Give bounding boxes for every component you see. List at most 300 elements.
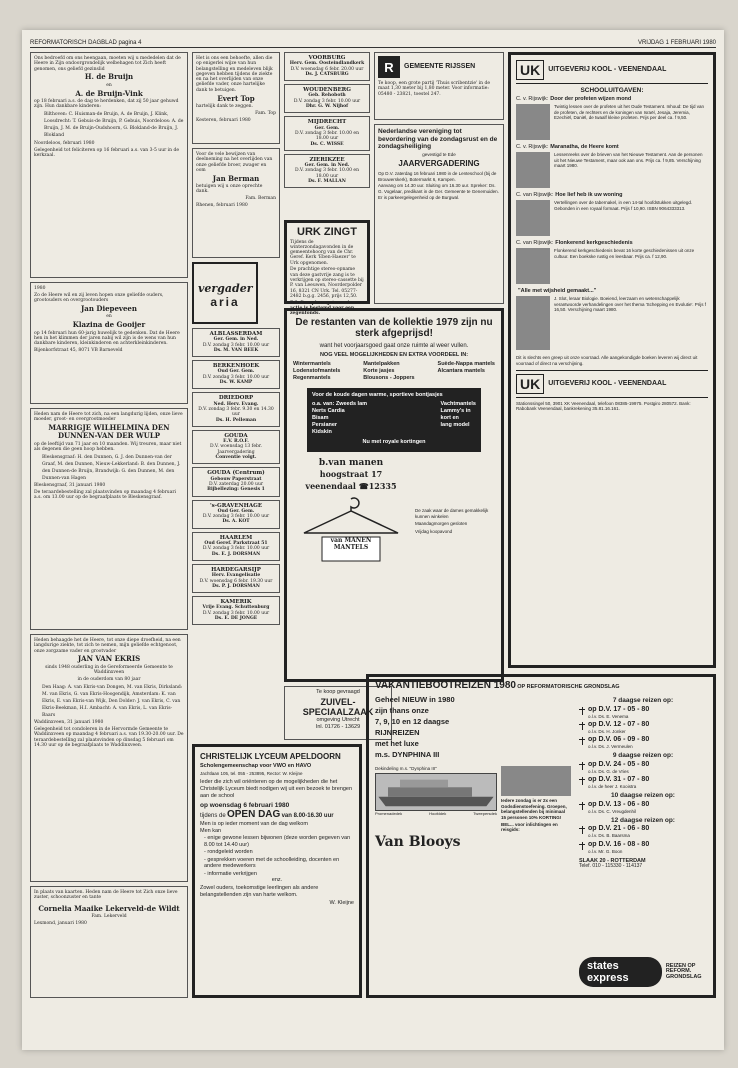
book-title: Maranatha, de Heere komt — [550, 144, 619, 151]
church-name: Ger. Gem. — [314, 125, 340, 131]
church-service — [284, 154, 370, 188]
church-time: D.V. woensdag 6 febr. 20.00 uur — [290, 66, 364, 72]
ann4-name: JAN VAN EKRIS — [77, 654, 141, 664]
thanks-sig: Fam. Top — [255, 110, 276, 116]
church-service — [192, 500, 280, 529]
church-who: Ds. M. VAN BEEK — [213, 347, 259, 353]
urk-zingt-ad — [284, 220, 370, 317]
berman-date: Rhenen, februari 1980 — [196, 203, 248, 209]
vak-trip-date: op D.V. 06 - 09 - 80 — [588, 736, 650, 744]
cross-icon — [579, 777, 585, 785]
church-time: D.V. zondag 3 febr. 10.00 uur — [202, 610, 270, 616]
church-services-list-right — [284, 52, 370, 191]
cross-icon — [579, 826, 585, 834]
church-who: Ds. H. Pelleman — [215, 417, 257, 423]
urk-body2: De prachtige stereo-opname van deze gastvrije zang is te verkrijgen op stereo-cassette bij P. van Leeuwen, Noorderpolder 16, 8321 CN Urk. Tel. 05277-2482 b.g.g. 2456, prijs 12,50. — [290, 267, 364, 299]
berman-body: Voor de vele bewijzen van deelneming na het overlijden van onze geliefde broer, zwager en oom — [196, 152, 273, 173]
kool-school: SCHOOLUITGAVEN: — [580, 87, 644, 94]
book-entry — [516, 145, 708, 188]
ann-en: en — [106, 82, 112, 88]
church-name: Ger. Gem. in Ned. — [304, 163, 350, 169]
vak-trip — [579, 801, 707, 814]
church-who: Conventie volgt. — [215, 455, 257, 461]
announcement-den-dunnen — [30, 408, 188, 630]
book-entry — [516, 193, 708, 236]
states-logo: states express — [579, 957, 662, 987]
lyceum-body2: Men is op ieder moment van de dag welkom — [200, 820, 308, 827]
ann3-name: MARRIGJE WILHELMINA DEN DUNNEN-VAN DER WULP — [48, 423, 170, 441]
lyceum-ad — [192, 744, 362, 998]
church-who: Ds. E. DE JONGE — [214, 615, 258, 621]
cross-icon — [579, 802, 585, 810]
kool-foot: Dit is slechts een greep uit onze voorraad. Alle aangekondigde boeken leveren wij direct uit voorraad of direct na verschijning. — [516, 355, 698, 366]
vak-trip-leader: o.l.v. Mr. G. Boon — [588, 848, 623, 854]
vak-tel: Telef. 010 - 115330 - 114137 — [579, 863, 643, 870]
church-place: HARDEGARSIJP — [211, 566, 261, 573]
header-left: REFORMATORISCH DAGBLAD pagina 4 — [30, 40, 142, 46]
church-place: ALBLASSERDAM — [209, 331, 263, 337]
lyceum-sub: Scholengemeenschap voor VWO en HAVO — [200, 762, 312, 769]
book-cover-image — [516, 296, 550, 350]
zuivel-sub: omgeving Utrecht — [316, 717, 360, 724]
church-name: Vrije Evang. Schuttenburg — [202, 605, 270, 611]
church-who: Bijbellezing: Genesis 1 — [207, 487, 265, 493]
store-name: b.van manen — [318, 457, 384, 468]
ann3-body: Heden nam de Heere tot zich, na een langdurig lijden, onze lieve moeder, groot- en overgrootmoeder — [34, 412, 183, 423]
church-time: D.V. zondag 3 febr. 10.00 en 18.00 uur — [295, 168, 359, 179]
book-author: C. v. Rijswijk: — [516, 144, 549, 151]
store-addr: hoogstraat 17 — [319, 469, 383, 480]
church-time: D.V. woensdag 13 febr. Jaarvergadering — [210, 444, 262, 455]
church-who: Ds. P. J. DORSMAN — [212, 583, 260, 589]
lyceum-list-item: - rondgeleid worden — [204, 849, 253, 856]
book-body: Vertellingen over de tabernakel, in een 14-tal hoofdstukken uitgelegd. Gebonden in een royaal formaat. Prijs f 10,90. ISBN 9064333313. — [554, 200, 693, 211]
rest-item-a: Wintermantels — [293, 361, 331, 368]
book-head — [516, 289, 708, 295]
ann3-family: Bleskensgraaf: H. den Dunnen, G. J. den Dunnen-van der Graaf, M. den Dunnen, Nieuw-Lekkerland: B. den Dunnen, J. den Dunnen-de Bruijn, Brandwijk: G. den Dunnen, M. den Dunnen-van Hagen — [42, 454, 181, 481]
vak-trip-text — [588, 825, 649, 838]
vak-trip-date: op D.V. 21 - 06 - 80 — [588, 825, 650, 833]
vak-group-head: 9 daagse reizen op: — [612, 752, 674, 760]
interior-photo — [501, 766, 571, 796]
church-who: Ds. W. KAMP — [219, 380, 253, 386]
church-time: D.V. zondag 3 febr. 10.00 uur — [202, 546, 270, 552]
church-service — [192, 564, 280, 593]
church-name: Herv. Evangelisatie — [211, 573, 261, 579]
page-header — [30, 36, 716, 48]
vak-trip — [579, 706, 707, 719]
bont-box — [307, 388, 481, 452]
vak-trip-text — [588, 736, 649, 749]
ann4-sub: sinds 1948 ouderling in de Gereformeerde Gemeente te Waddinxveen — [45, 664, 173, 676]
ann4-age: in de ouderdom van 80 jaar — [77, 676, 141, 682]
rest-item-a: Lodenstofmantels — [293, 368, 341, 375]
church-service — [284, 52, 370, 81]
vak-trip-text — [588, 761, 649, 774]
announcement-van-ekris — [30, 634, 188, 882]
church-time: D.V. zaterdag 20.00 uur — [208, 481, 263, 487]
book-entry — [516, 97, 708, 140]
ann-intro: Ons bedroefd om ons heengaan, moeten wij u mededelen dat de Heere in Zijn ondoorgrondelijk welbehagen tot Zich heeft genomen, ons geliefd gezinslid — [34, 56, 181, 72]
church-name: Herv. Gem. Oosteindlandkerk — [289, 61, 365, 67]
vak-mid-note: Iedere zondag is er 2x een Godsdienstoefening. Groepen, belangstellenden bij minimaal 15 personen 10% KORTING! — [501, 798, 567, 820]
book-entry — [516, 241, 708, 284]
lyceum-date: op woensdag 6 februari 1980 — [200, 802, 290, 810]
vak-trip — [579, 736, 707, 749]
gemeente-rijssen — [374, 52, 504, 120]
ned-head: JAARVERGADERING — [398, 159, 480, 169]
cross-icon — [579, 722, 585, 730]
ship-tag: Promenadedek — [375, 811, 403, 817]
vak-trip-date: op D.V. 13 - 06 - 80 — [588, 800, 650, 808]
vak-left-line: 7, 9, 10 en 12 daagse — [375, 717, 450, 727]
church-name: Ned. Herv. Evang. — [213, 401, 259, 407]
vak-trip-date: op D.V. 16 - 08 - 80 — [588, 840, 650, 848]
lyceum-list-item: - informatie verkrijgen — [204, 870, 257, 877]
vak-left-line: zijn thans onze — [375, 706, 429, 716]
ann5-date: Lexmond, januari 1980 — [34, 920, 87, 926]
church-place: MIJDRECHT — [307, 119, 347, 126]
vak-addr: SLAAK 20 - ROTTERDAM — [579, 857, 646, 864]
cross-icon — [579, 707, 585, 715]
book-cover-image — [516, 152, 550, 188]
vak-trip-text — [588, 776, 649, 789]
church-who: Ds. C. WISSE — [310, 141, 344, 147]
ned-foot: Er is parkeergelegenheid op de Burgwal. — [378, 195, 460, 201]
rest-item-b: Korte jasjes — [363, 368, 395, 375]
vak-trip — [579, 776, 707, 789]
ship-tag: Hoofddek — [429, 811, 447, 817]
hanger-icon — [296, 495, 406, 565]
rijssen-title: GEMEENTE RIJSSEN — [404, 63, 476, 70]
urk-body: Tijdens de winterzondagavonden in de gemeentehoorg van de Chr. Geref. Kerk 'Eben-Haezer' te Urk opgenomen. — [290, 239, 356, 266]
store-side: De zaak waar de dames gemakkelijk kunnen winkelen — [415, 507, 489, 519]
vak-group-head: 10 daagse reizen op: — [611, 792, 675, 800]
church-name: E.V. R.O.F. — [223, 439, 249, 445]
church-who: Dhr. G. W. Nijhof — [305, 104, 349, 110]
church-name: Ger. Gem. in Ned. — [213, 337, 259, 343]
announcement-diepeveen — [30, 282, 188, 404]
book-row — [516, 296, 708, 350]
book-head — [516, 193, 708, 199]
church-place: WOUDENBERG — [303, 87, 351, 94]
header-right: VRIJDAG 1 FEBRUARI 1980 — [637, 40, 716, 46]
vak-trip-date: op D.V. 12 - 07 - 80 — [588, 720, 650, 728]
church-service — [192, 430, 280, 464]
vak-left-line: met het luxe — [375, 739, 419, 749]
vak-trip-leader: o.l.v. Ds. J. Vermeulen — [588, 744, 633, 750]
vak-title: VAKANTIEBOOTREIZEN 1980 — [375, 680, 516, 691]
vak-trip-text — [588, 721, 649, 734]
kool-logo-icon: UK — [516, 60, 544, 80]
thanks-date: Kesteren, februari 1980 — [196, 117, 251, 123]
church-place: BERKENHOEK — [212, 363, 260, 370]
kool-books — [516, 97, 708, 350]
vak-trip-text — [588, 801, 649, 814]
thanks-foot: hartelijk dank te zeggen. — [196, 104, 253, 110]
kool-brand: UITGEVERIJ KOOL - VEENENDAAL — [548, 66, 667, 74]
rest-item-b: Blousons - Joppers — [363, 375, 415, 382]
rest-item-c: Alcantara mantels — [437, 368, 485, 375]
church-time: D.V. zondag 3 febr. 9.30 en 14.30 uur — [198, 406, 274, 418]
vakantie-ad — [366, 674, 716, 998]
uitgeverij-kool-ad — [508, 52, 716, 668]
urk-foot: P.S. De opbrengst van deze actie is bestemd voor een zegenfonds. — [290, 300, 358, 317]
lyceum-list-item: - gesprekken voeren met de schoolleiding, docenten en andere medewerkers — [204, 856, 340, 870]
vak-trip-leader: o.l.v. Ds. B. Baarsma — [588, 833, 630, 839]
church-who: Ds. A. KOT — [222, 519, 250, 525]
thanks-top — [192, 52, 280, 144]
ned-body2: Aanvang om 14.30 uur. Sluiting om 16.30 uur. Spreker: Ds. G. Vogelaar, predikant in de Ger. Gemeente te Genemuiden. — [378, 183, 499, 194]
church-service — [192, 596, 280, 625]
ship-icon — [376, 774, 496, 810]
ann5-name: Cornelia Maaike Lekerveld-de Wildt — [38, 903, 180, 913]
vak-left-line: m.s. DYNPHINA III — [375, 750, 440, 760]
ann2-addr: Bijenkorfstraat 45, 8071 VB Barneveld — [34, 348, 123, 354]
book-head — [516, 145, 708, 151]
logo-vergader: vergader — [198, 282, 253, 295]
church-name: Oud Ger. Gem. — [217, 369, 255, 375]
vergaderaria-logo — [192, 262, 258, 324]
church-place: VOORBURG — [308, 55, 346, 61]
newspaper-page — [22, 30, 724, 1050]
vak-trip-date: op D.V. 17 - 05 - 80 — [588, 705, 650, 713]
book-body: Flonkerend kerkgeschiedenis bevat 16 korte geschiedenissen uit onze cultuur. Een boekske rustig en leesbaar. Prijs ca. f 12,90. — [554, 248, 695, 259]
vak-trip-date: op D.V. 31 - 07 - 80 — [588, 776, 650, 784]
berman-name: Jan Berman — [212, 173, 260, 183]
vak-trip-leader: o.l.v. de heer J. Kooistra — [588, 784, 637, 790]
bont-left: Nerts Cardia — [312, 408, 345, 415]
lyceum-title: CHRISTELIJK LYCEUM APELDOORN — [200, 752, 341, 761]
book-cover-image — [516, 200, 550, 236]
church-time: D.V. zondag 3 febr. 10.00 en 18.00 uur — [295, 130, 359, 142]
vak-title2: OP REFORMATORISCHE GRONDSLAG — [517, 684, 620, 690]
church-service — [192, 328, 280, 357]
lyceum-open-pre: tijdens de — [200, 812, 226, 819]
ann3-foot: De teraardebestelling zal plaatsvinden op maandag 4 februari a.s. om 13.00 uur op de begraafplaats te Bleskensgraaf. — [34, 489, 176, 501]
book-body: J. Slot, leraar Biologie. Boeiend, leerzaam en wetenschappelijk verantwoorde verhandelingen over het thema 'Schepping en Evolutie'. Prijs f 16,50. Verschijning maart 1980. — [554, 296, 707, 313]
ann-body: op 18 februari a.s. de dag te herdenken, dat zij 50 jaar gehuwd zijn. Hun dankbare kinderen: — [34, 99, 179, 110]
church-time: D.V. zondag 3 febr. 10.00 uur — [202, 342, 270, 348]
ned-sub: gevestigd te Ede — [422, 152, 456, 157]
ann-foot: Gelegenheid tot feliciteren op 16 februari a.s. van 3-5 uur in de kerkzaal. — [34, 147, 179, 158]
book-author: C. v. Rijswijk: — [516, 96, 549, 103]
ship-label: Dekindeling m.s. "Dynphina III" — [375, 766, 437, 772]
states-side: REIZEN OP REFORM. GRONDSLAG — [665, 963, 702, 980]
ann-name2: A. de Bruijn-Vink — [75, 88, 143, 98]
bont-head: Voor de koude dagen warme, sportieve bontjasjes — [312, 392, 443, 399]
store-side: Maandagmorgen gesloten — [415, 521, 468, 527]
vak-left-line: RIJNREIZEN — [375, 728, 420, 738]
ann4-foot: Gelegenheid tot condoleren in de Hervormde Gemeente te Waddinxveen op maandag 4 februari a.s. van 19.30-20.00 uur. De teraardebestelling zal plaatsvinden op dinsdag 5 februari om 14.30 uur op de begraafplaats te Waddinxveen. — [34, 727, 184, 748]
church-service — [192, 360, 280, 389]
ann2-name2: Klazina de Gooijer — [72, 320, 146, 330]
vak-trip-date: op D.V. 24 - 05 - 80 — [588, 760, 650, 768]
vak-group-head: 12 daagse reizen op: — [611, 816, 675, 824]
book-title: "Alle met wijsheid gemaakt..." — [518, 288, 597, 295]
ned-title: Nederlandse vereniging tot bevordering van de zondagsrust en de zondagsheiliging — [378, 128, 498, 150]
church-place: KAMERIK — [220, 599, 252, 606]
kool-logo-icon: UK — [516, 374, 544, 394]
ann2-body2: op 14 februari hun 60-jarig huwelijk te gedenken. Dat de Heere hen in het klimmen der jaren nabij wil zijn is de wens van hun dankbare kinderen, kleinkinderen en achterkleinkinderen. — [34, 330, 180, 347]
vak-left — [375, 694, 571, 760]
church-time: D.V. zondag 3 febr. 10.00 uur — [293, 98, 361, 104]
book-body: Lessenreeks over de brieven van het Nieuwe Testament. Aan de personen uit het Nieuwe Testament, maar ook aan ons. Prijs ca. f 9,85. Verschijning maart 1980. — [554, 152, 703, 169]
lyceum-list-head: Men kan — [200, 827, 222, 834]
zuivel-title: ZUIVEL-SPECIAALZAAK — [302, 696, 374, 717]
cross-icon — [579, 762, 585, 770]
church-who: Ds. E. J. DORSMAN — [211, 551, 261, 557]
ann-date: Noordeloos, februari 1980 — [34, 140, 95, 146]
church-place: GOUDA (Centrum) — [207, 470, 265, 477]
berman-sig: Fam. Berman — [245, 196, 276, 202]
ann3-body2: op de leeftijd van 71 jaar en 10 maanden. Wij treuren, maar niet als degenen die geen hoop hebben. — [34, 441, 182, 452]
church-who: Ds. F. MALLAN — [308, 179, 346, 185]
urk-title: URK ZINGT — [297, 226, 357, 238]
rijssen-logo-icon: R — [378, 56, 400, 78]
book-title: Hoe lief heb ik uw woning — [555, 192, 623, 199]
ann4-body: Heden behaagde het de Heere, tot onze diepe droefheid, na een langdurige ziekte, tot zich te nemen, mijn geliefde echtgenoot, onze zorgzame vader en grootvader — [34, 638, 181, 654]
ann2-body: Zo de Heere wil en zij leven hopen onze geliefde ouders, grootouders en overgrootouders — [34, 292, 164, 304]
bont-right: lang model — [440, 422, 470, 429]
ann-family: Bilthoven: C. Huisman-de Bruijn, A. de Bruijn, J. Klink, Loosdrecht: T. Gebuis-de Bruijn, P. Gebuis, Noordeloos: A. de Bruijn, J. M. de Bruijn-Oudshoorn, G. Blokland-de Bruijn, J. Blokland — [44, 112, 184, 139]
vak-trip — [579, 721, 707, 734]
rest-item-a: Regenmantels — [293, 375, 331, 382]
book-cover-image — [516, 104, 550, 140]
book-head — [516, 241, 708, 247]
book-author: C. van Rijswijk: — [516, 192, 554, 199]
bont-left: Persianer — [312, 422, 338, 429]
church-place: 's-GRAVENHAGE — [209, 502, 263, 509]
bont-left: Bisam — [312, 415, 329, 422]
church-name: Gebouw Paperstraat — [210, 476, 262, 482]
bont-foot: Nu met royale kortingen — [362, 439, 426, 446]
ann5-body: In plaats van kaarten. Heden nam de Heere tot Zich onze lieve zuster, schoonzuster en tante — [34, 890, 178, 901]
ann2-head: 1980 — [34, 286, 46, 291]
church-service — [192, 467, 280, 496]
book-cover-image — [516, 248, 550, 284]
church-services-list — [192, 328, 280, 628]
book-author: C. van Rijswijk: — [516, 240, 554, 247]
cross-icon — [579, 842, 585, 850]
book-title: Flonkerend kerkgeschiedenis — [555, 240, 633, 247]
store-sign: van MANEN MANTELS — [330, 536, 372, 551]
church-name: Oud Ger. Gem. — [217, 508, 255, 514]
book-title: Door der profeten wijzen mond — [550, 96, 632, 103]
church-place: DRIEDORP — [218, 395, 254, 402]
vak-trip-leader: o.l.v. Ds. E. Venema — [588, 713, 629, 719]
store-side: Vrijdag koopavond — [415, 528, 453, 534]
bont-left: o.a. van: Zweeds lam — [312, 401, 368, 408]
store-phone: veenendaal ☎12335 — [305, 480, 397, 491]
berman-foot: betuigen wij u onze oprechte dank. — [196, 184, 263, 195]
announcement-bruijn — [30, 52, 188, 278]
lyceum-open-time: van 8.00-16.30 uur — [281, 812, 334, 819]
church-service — [284, 84, 370, 113]
thanks-body: Het is ons een behoefte, allen die op enigerlei wijze van hun belangstelling en medeleven blijk gegeven hebben tijdens de ziekte en na het overlijden van onze geliefde vader, onze hartelijke dank te betuigen. — [196, 56, 273, 93]
vak-trip-text — [588, 841, 649, 854]
rest-bar: NOG VEEL MOGELIJKHEDEN EN EXTRA VOORDEEL IN: — [319, 352, 469, 358]
bont-left: Kidskin — [312, 429, 332, 436]
church-place: HAARLEM — [219, 534, 253, 541]
vak-mid-foot: BEL... voor inlichtingen en reisgids: — [501, 821, 558, 833]
announcement-lekerveld — [30, 886, 188, 998]
logo-aria: aria — [210, 295, 240, 309]
lyceum-foot: Zowel ouders, toekomstige leerlingen als andere belangstellenden zijn van harte welkom. — [200, 885, 319, 899]
book-row — [516, 248, 708, 284]
kool-addr: Stationssingel 50, 3901 XK Veenendaal, telefoon 08385-19975. Postgiro 280572. Bank: Rabobank Veenendaal, bankrekening 35.81.16.161. — [516, 400, 691, 412]
vak-trip-leader: o.l.v. Ds. H. Jonker — [588, 728, 626, 734]
zuivel-pre: Te koop gevraagd — [316, 689, 360, 695]
lyceum-body: Ieder die zich wil oriënteren op de mogelijkheden die het Christelijk Lyceum biedt nodigen wij uit een bezoek te brengen aan de school — [200, 779, 353, 800]
church-time: D.V. zondag 3 febr. 10.00 uur — [202, 374, 270, 380]
zondagsrust-ad — [374, 124, 504, 304]
church-service — [284, 116, 370, 150]
lyceum-sig: W. Kleijne — [329, 899, 354, 906]
rijssen-body: Te koop, een grote partij 'Thuis scribentzie' in de maat 1,30 meter bij 1,80 meter. Voor informatie: 05480 - 23821, toestel 247. — [378, 81, 491, 97]
church-service — [192, 392, 280, 426]
book-head — [516, 97, 708, 103]
kool-brand2: UITGEVERIJ KOOL - VEENENDAAL — [548, 380, 667, 388]
vak-trip-leader: o.l.v. Ds. G. de Vries — [588, 768, 629, 774]
ship-deck-plan — [375, 773, 497, 811]
bont-right: Vachtmantels — [440, 401, 476, 408]
zuivel-tel: Inl. 01726 - 13629 — [315, 724, 361, 731]
book-row — [516, 200, 708, 236]
ann4-family: Den Haag: A. van Ekris-van Dongen, M. van Ekris, Dirksland: M. van Ekris, G. van Ekris-Hoogendijk, Amsterdam: K. van Ekris, E. van Ekris-van Wijk, Den Dolder: J. van Ekris, C. van Ekris-Beekman, H.I. Ambacht: A. van Ekris, L. van Ekris-Baars — [42, 684, 183, 718]
bont-right: kort en — [440, 415, 459, 422]
church-service — [192, 532, 280, 561]
thanks-berman — [192, 148, 280, 258]
book-body: Twintig lessen over de profeten uit het Oude Testament. Inhoud: De tijd van de profeten, de rechters en de koningen van Israël, Jesaja, Jeremia, Ezechiël, Daniël, de twaalf kleine profeten. Prijs per deel ca. f 9,50. — [554, 104, 705, 121]
church-who: Ds. J. CATSBURG — [305, 71, 349, 77]
vak-trip-text — [588, 706, 649, 719]
church-time: D.V. woensdag 6 febr. 19.30 uur — [199, 578, 273, 584]
vak-trip — [579, 841, 707, 854]
church-name: Oud Geref. Parkstraat 51 — [204, 541, 268, 547]
rest-items — [293, 361, 495, 382]
ann-name: H. de Bruijn — [84, 72, 134, 82]
church-place: ZIERIKZEE — [309, 156, 345, 163]
vak-left-line: Geheel NIEUW in 1980 — [375, 695, 455, 705]
vak-trip — [579, 825, 707, 838]
rest-item-b: Mantelpakken — [363, 361, 400, 368]
ann4-date: Waddinxveen, 31 januari 1980 — [34, 720, 104, 726]
church-place: GOUDA — [224, 432, 248, 439]
rest-title: De restanten van de kollektie 1979 zijn nu sterk afgeprijsd! — [295, 317, 493, 339]
thanks-name: Evert Top — [217, 93, 255, 103]
book-row — [516, 104, 708, 140]
lyceum-list-item: - enige gewone lessen bijwonen (deze worden gegeven van 8.00 tot 14.40 uur) — [204, 835, 351, 848]
vak-trip-leader: o.l.v. Ds. C. Vreugdenhil — [588, 808, 637, 814]
vak-trip — [579, 761, 707, 774]
rest-sub: want het voorjaarsgoed gaat onze ruimte al weer vullen. — [319, 343, 469, 349]
ship-tag: Tweepersdek — [473, 811, 497, 817]
ann2-en: en — [106, 314, 112, 320]
ned-body: Op D.V. zaterdag 16 februari 1980 in de Lenteschool (bij de Brouwerskerk), Botermarkt 6, Kampen. — [378, 171, 497, 182]
vak-groups — [579, 694, 707, 869]
ann3-date: Bleskensgraaf, 31 januari 1980 — [34, 483, 106, 489]
bont-right: Lammy's in — [440, 408, 471, 415]
lyceum-enz: enz. — [271, 877, 283, 884]
book-row — [516, 152, 708, 188]
ann5-foot: Fam. Lekerveld — [91, 914, 127, 920]
van-manen-ad — [284, 308, 504, 682]
lyceum-addr: Jachtlaan 105, tel. 055 - 253895, Rector: W. Kleijne — [200, 771, 303, 776]
vak-group-head: 7 daagse reizen op: — [612, 697, 674, 705]
book-entry — [516, 289, 708, 350]
cross-icon — [579, 737, 585, 745]
